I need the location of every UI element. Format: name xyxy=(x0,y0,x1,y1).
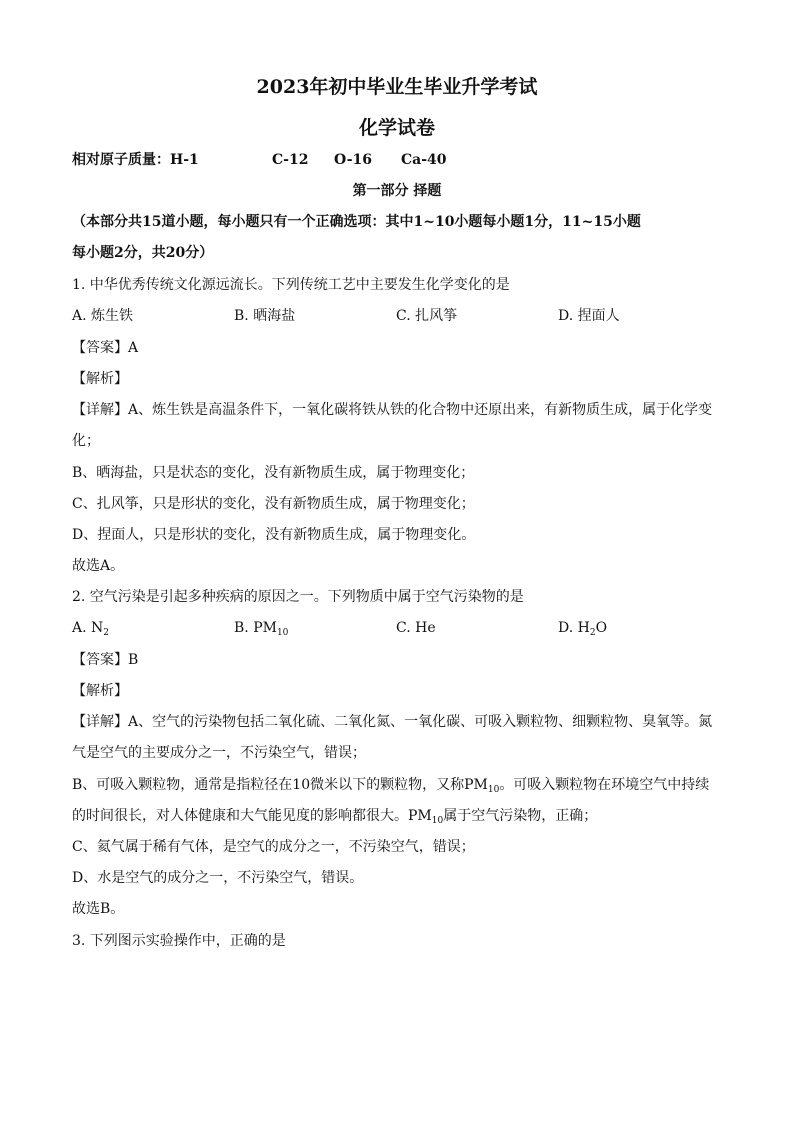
q2-option-a xyxy=(72,619,109,637)
q1-detail-b: B、晒海盐，只是状态的变化，没有新物质生成，属于物理变化； xyxy=(72,465,475,481)
q2-option-d-text: D. H xyxy=(558,620,590,636)
q2-option-d xyxy=(558,619,607,637)
q2-detail-b2-sub: 10 xyxy=(431,816,444,826)
atomic-mass-c: C-12 xyxy=(272,152,309,168)
q2-option-b xyxy=(234,619,288,637)
q1-option-d: D. 捏面人 xyxy=(558,308,620,324)
q2-detail-b2-pre: 的时间很长，对人体健康和大气能见度的影响都很大。PM xyxy=(72,808,432,824)
q2-stem: 2. 空气污染是引起多种疾病的原因之一。下列物质中属于空气污染物的是 xyxy=(72,589,524,605)
q1-option-c: C. 扎风筝 xyxy=(396,308,458,324)
q2-detail-d: D、水是空气的成分之一，不污染空气，错误。 xyxy=(72,870,364,886)
q1-option-b: B. 晒海盐 xyxy=(234,308,296,324)
q2-detail-b1-sub: 10 xyxy=(487,785,500,795)
exam-subtitle: 化学试卷 xyxy=(358,117,435,139)
q3-stem: 3. 下列图示实验操作中，正确的是 xyxy=(72,933,286,949)
section-instructions-1: （本部分共15道小题，每小题只有一个正确选项：其中1~10小题每小题1分，11~15小题 xyxy=(72,214,641,230)
q2-option-b-text: B. PM xyxy=(234,620,277,636)
q1-detail-d: D、捏面人，只是形状的变化，没有新物质生成，属于物理变化。 xyxy=(72,527,476,543)
q2-detail-b1-pre: B、可吸入颗粒物，通常是指粒径在10微米以下的颗粒物，又称PM xyxy=(72,777,488,793)
section-instructions-2: 每小题2分，共20分） xyxy=(72,245,214,261)
q2-detail-1: 【详解】A、空气的污染物包括二氧化硫、二氧化氮、一氧化碳、可吸入颗粒物、细颗粒物、臭氧等。氮 xyxy=(72,714,713,730)
exam-title: 2023年初中毕业生毕业升学考试 xyxy=(256,76,538,98)
q2-answer: 【答案】B xyxy=(72,652,139,668)
q2-detail-b2 xyxy=(72,807,597,825)
q2-analysis-label: 【解析】 xyxy=(72,683,128,699)
q1-analysis-label: 【解析】 xyxy=(72,371,128,387)
q1-conclusion: 故选A。 xyxy=(72,558,125,574)
section-title: 第一部分 择题 xyxy=(352,183,442,199)
q1-option-a: A. 炼生铁 xyxy=(72,308,134,324)
q2-option-b-sub: 10 xyxy=(276,628,289,638)
q2-option-a-text: A. N xyxy=(72,620,104,636)
atomic-mass-o: O-16 xyxy=(334,152,373,168)
q1-answer: 【答案】A xyxy=(72,340,139,356)
q2-detail-b1-post: 。可吸入颗粒物在环境空气中持续 xyxy=(499,777,710,793)
q1-detail-1: 【详解】A、炼生铁是高温条件下，一氧化碳将铁从铁的化合物中还原出来，有新物质生成，属于化学变 xyxy=(72,402,713,418)
atomic-mass-ca: Ca-40 xyxy=(401,152,447,168)
atomic-mass-label: 相对原子质量：H-1 xyxy=(72,152,199,168)
q2-detail-b2-post: 属于空气污染物，正确； xyxy=(443,808,598,824)
q2-conclusion: 故选B。 xyxy=(72,901,125,917)
q2-detail-b1 xyxy=(72,776,709,794)
q2-option-c: C. He xyxy=(396,620,436,636)
q2-option-a-sub: 2 xyxy=(103,628,109,638)
q2-option-d-sub: 2 xyxy=(589,628,596,638)
q2-detail-c: C、氦气属于稀有气体，是空气的成分之一，不污染空气，错误； xyxy=(72,839,475,855)
q1-detail-c: C、扎风筝，只是形状的变化，没有新物质生成，属于物理变化； xyxy=(72,496,475,512)
q1-detail-2: 化； xyxy=(72,433,100,449)
q2-detail-2: 气是空气的主要成分之一，不污染空气，错误； xyxy=(72,745,366,761)
q1-stem: 1. 中华优秀传统文化源远流长。下列传统工艺中主要发生化学变化的是 xyxy=(72,277,510,293)
q2-option-d-suffix: O xyxy=(595,620,608,636)
